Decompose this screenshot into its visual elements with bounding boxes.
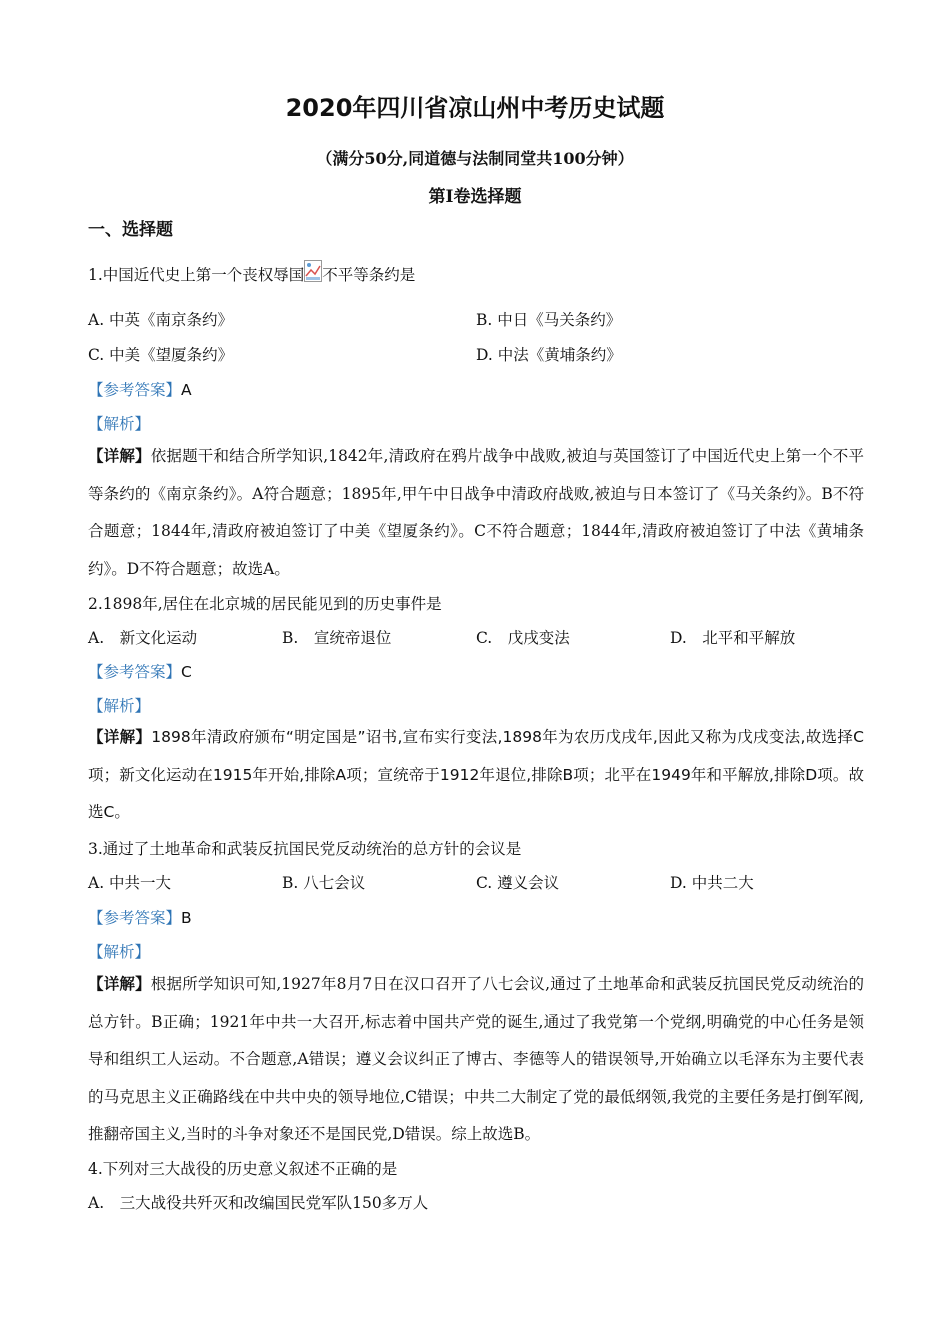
detail-text: 1898年清政府颁布“明定国是”诏书,宣布实行变法,1898年为农历戊戌年,因此又称为戊戌变法,故选择C项；新文化运动在1915年开始,排除A项；宣统帝于1912年退位,排除B项；北平在1949年和平解放,排除D项。故选C。 — [88, 728, 864, 821]
page-title: 2020年四川省凉山州中考历史试题 — [285, 94, 665, 122]
detail-label: 【详解】 — [88, 446, 151, 465]
detail-label: 【详解】 — [88, 974, 151, 993]
question-1-option-d: D. 中法《黄埔条约》 — [476, 346, 622, 364]
question-1-answer — [88, 378, 192, 400]
question-3-option-c: C. 遵义会议 — [476, 874, 560, 892]
question-2-option-d: D. 北平和平解放 — [670, 629, 796, 647]
detail-label: 【详解】 — [88, 728, 152, 746]
detail-text: 依据题干和结合所学知识,1842年,清政府在鸦片战争中战败,被迫与英国签订了中国近代史上第一个不平等条约的《南京条约》。A符合题意；1895年,甲午中日战争中清政府战败,被迫与日本签订了《马关条约》。B不符合题意；1844年,清政府被迫签订了中美《望厦条约》。C不符合题意；1844年,清政府被迫签订了中法《黄埔条约》。D不符合题意；故选A。 — [88, 447, 864, 578]
question-2-option-c: C. 戊戌变法 — [476, 629, 570, 647]
question-2-stem: 2.1898年,居住在北京城的居民能见到的历史事件是 — [88, 595, 442, 613]
question-3-option-d: D. 中共二大 — [670, 874, 754, 892]
question-4-option-a: A. 三大战役共歼灭和改编国民党军队150多万人 — [88, 1194, 429, 1212]
question-3-detail — [88, 965, 864, 1154]
question-3-stem: 3.通过了土地革命和武装反抗国民党反动统治的总方针的会议是 — [88, 840, 522, 858]
question-3-answer — [88, 906, 192, 928]
question-1-option-b: B. 中日《马关条约》 — [476, 311, 622, 329]
question-1-option-a: A. 中英《南京条约》 — [88, 311, 234, 329]
question-1-detail — [88, 437, 864, 588]
answer-value: A — [181, 381, 192, 399]
question-1-stem-a: 1.中国近代史上第一个丧权辱国 — [88, 266, 305, 284]
question-1-analysis-label: 【解析】 — [88, 415, 151, 433]
exam-subtitle: （满分50分,同道德与法制同堂共100分钟） — [316, 149, 634, 168]
answer-label: 【参考答案】 — [88, 381, 182, 399]
detail-text: 根据所学知识可知,1927年8月7日在汉口召开了八七会议,通过了土地革命和武装反抗国民党反动统治的总方针。B正确；1921年中共一大召开,标志着中国共产党的诞生,通过了我党第一个党纲,明确党的中心任务是领导和组织工人运动。不合题意,A错误；遵义会议纠正了博古、李德等人的错误领导,开始确立以毛泽东为主要代表的马克思主义正确路线在中共中央的领导地位,C错误；中共二大制定了党的最低纲领,我党的主要任务是打倒军阀,推翻帝国主义,当时的斗争对象还不是国民党,D错误。综上故选B。 — [88, 975, 864, 1143]
question-1-stem — [88, 260, 415, 285]
section-title: 第Ⅰ卷选择题 — [428, 187, 522, 207]
answer-value: B — [181, 909, 192, 927]
answer-value: C — [181, 663, 192, 681]
question-3-option-b: B. 八七会议 — [282, 874, 366, 892]
answer-label: 【参考答案】 — [88, 663, 182, 681]
answer-label: 【参考答案】 — [88, 909, 182, 927]
question-2-option-a: A. 新文化运动 — [88, 629, 198, 647]
question-2-option-b: B. 宣统帝退位 — [282, 629, 392, 647]
question-1-option-c: C. 中美《望厦条约》 — [88, 346, 234, 364]
question-2-analysis-label: 【解析】 — [88, 697, 151, 715]
question-1-stem-b: 不平等条约是 — [322, 266, 416, 284]
question-4-stem: 4.下列对三大战役的历史意义叙述不正确的是 — [88, 1160, 398, 1178]
question-2-answer — [88, 660, 192, 682]
question-3-option-a: A. 中共一大 — [88, 874, 172, 892]
question-3-analysis-label: 【解析】 — [88, 943, 151, 961]
part-heading: 一、选择题 — [88, 220, 173, 240]
broken-image-icon — [304, 260, 322, 282]
question-2-detail — [88, 719, 864, 832]
